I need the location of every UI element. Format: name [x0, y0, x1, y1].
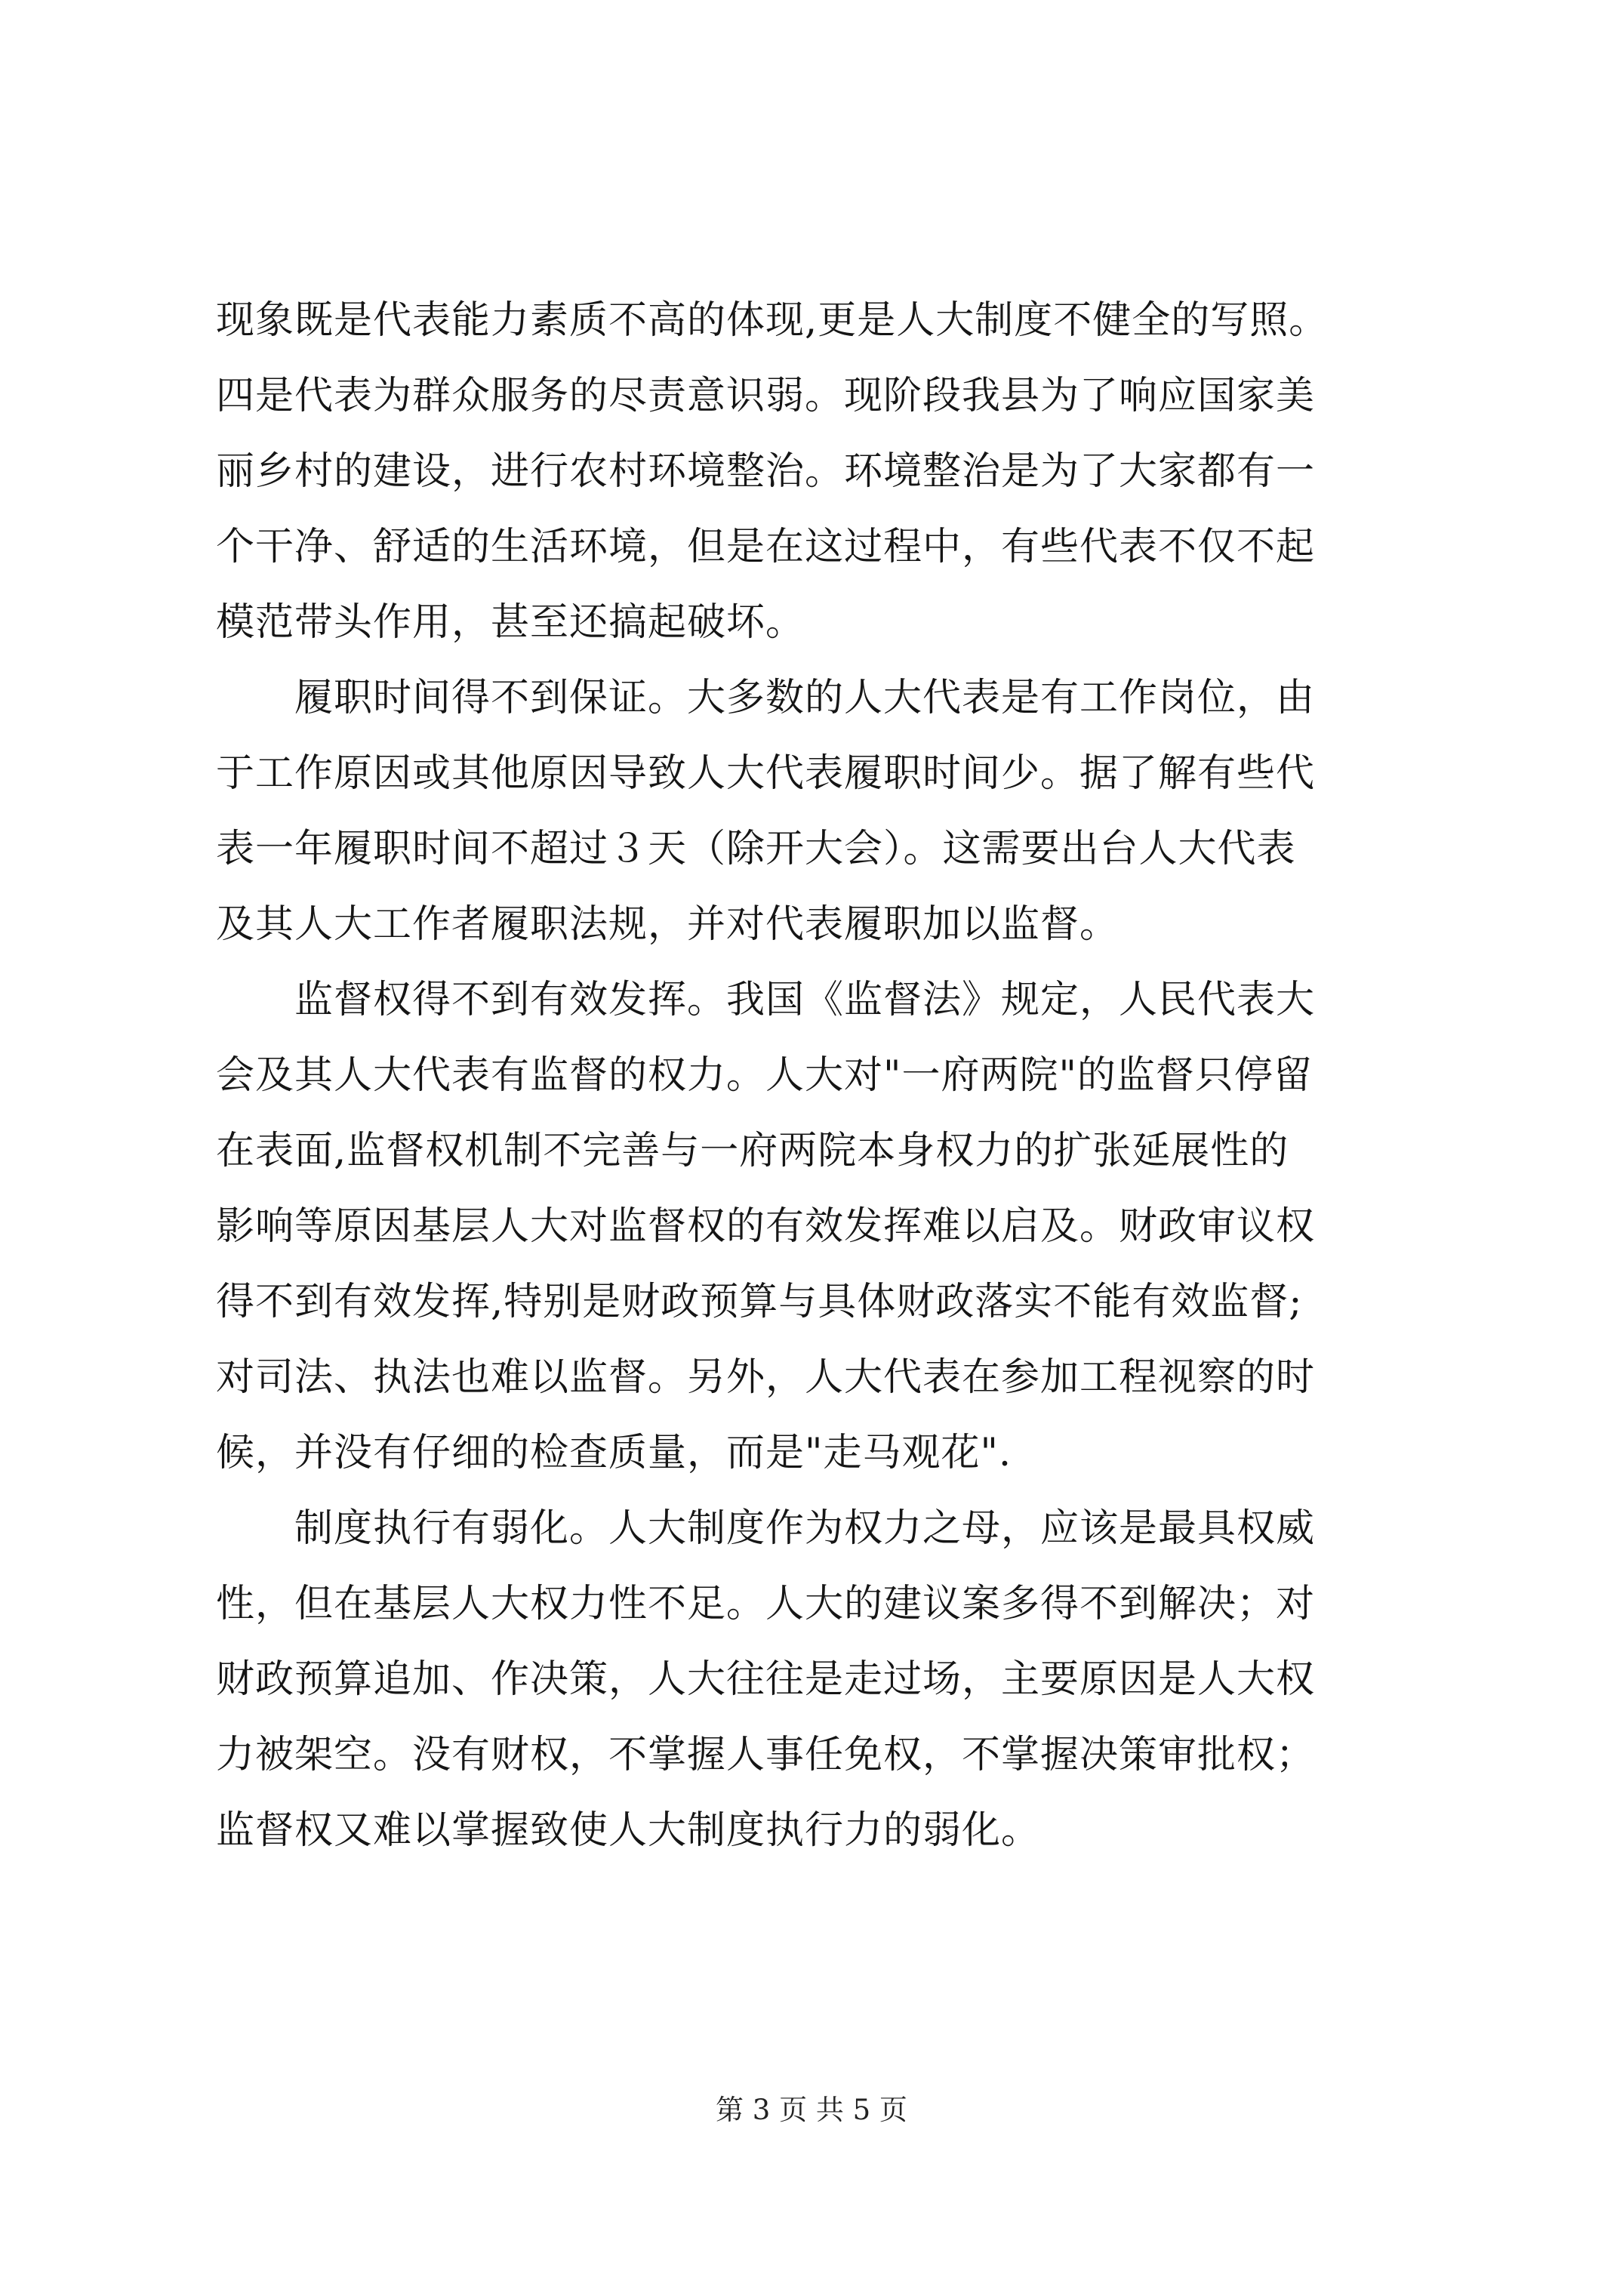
- body-text: [216, 283, 1424, 1869]
- paragraph-start-line: 制度执行有弱化。人大制度作为权力之母，应该是最具权威: [216, 1506, 1316, 1551]
- text-line: 得不到有效发挥,特别是财政预算与具体财政落实不能有效监督;: [216, 1280, 1303, 1324]
- text-line: 现象既是代表能力素质不高的体现,更是人大制度不健全的写照。: [216, 298, 1329, 343]
- text-line: 力被架空。没有财权，不掌握人事任免权，不掌握决策审批权；: [216, 1733, 1316, 1777]
- text-line: 对司法、执法也难以监督。另外，人大代表在参加工程视察的时: [216, 1355, 1316, 1400]
- text-line: 性，但在基层人大权力性不足。人大的建议案多得不到解决；对: [216, 1582, 1316, 1626]
- text-line: 影响等原因基层人大对监督权的有效发挥难以启及。财政审议权: [216, 1204, 1316, 1249]
- text-line: 候，并没有仔细的检查质量，而是"走马观花".: [216, 1431, 1012, 1475]
- paragraph-start-line: 监督权得不到有效发挥。我国《监督法》规定，人民代表大: [216, 978, 1316, 1022]
- text-line: 及其人大工作者履职法规，并对代表履职加以监督。: [216, 902, 1119, 947]
- text-line: 四是代表为群众服务的尽责意识弱。现阶段我县为了响应国家美: [216, 374, 1316, 418]
- text-line: 丽乡村的建设，进行农村环境整治。环境整治是为了大家都有一: [216, 449, 1316, 494]
- text-line: 会及其人大代表有监督的权力。人大对"一府两院"的监督只停留: [216, 1053, 1313, 1098]
- text-line: 在表面,监督权机制不完善与一府两院本身权力的扩张延展性的: [216, 1129, 1289, 1173]
- paragraph-start-line: 履职时间得不到保证。大多数的人大代表是有工作岗位，由: [216, 676, 1316, 720]
- text-line: 监督权又难以掌握致使人大制度执行力的弱化。: [216, 1808, 1041, 1853]
- text-line: 财政预算追加、作决策，人大往往是走过场，主要原因是人大权: [216, 1657, 1316, 1702]
- page-number-footer: 第 3 页 共 5 页: [716, 2094, 907, 2126]
- text-line: 于工作原因或其他原因导致人大代表履职时间少。据了解有些代: [216, 751, 1316, 796]
- text-line: 表一年履职时间不超过３天（除开大会）。这需要出台人大代表: [216, 827, 1296, 871]
- text-line: 模范带头作用，甚至还搞起破坏。: [216, 600, 805, 645]
- text-line: 个干净、舒适的生活环境，但是在这过程中，有些代表不仅不起: [216, 525, 1316, 569]
